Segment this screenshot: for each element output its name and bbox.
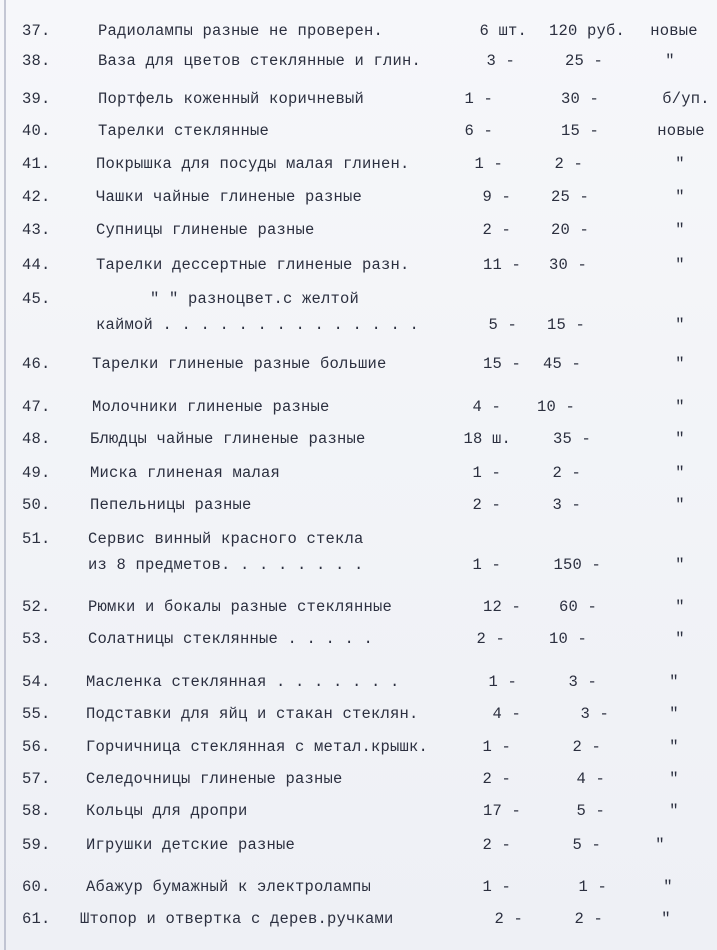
item-condition: " xyxy=(675,464,685,482)
item-number: 50. xyxy=(22,496,51,514)
item-condition: " xyxy=(661,910,671,928)
item-condition: " xyxy=(675,598,685,616)
item-price: 10 - xyxy=(548,630,587,648)
item-description: Чашки чайные глиненые разные xyxy=(96,188,363,206)
item-condition: новые xyxy=(650,22,698,40)
inventory-row xyxy=(0,464,717,488)
item-condition: " xyxy=(669,802,679,820)
item-condition: " xyxy=(675,430,685,448)
item-description: Подставки для яйц и стакан стеклян. xyxy=(86,705,419,723)
item-price: 15 - xyxy=(546,316,585,334)
item-quantity: 6 шт. xyxy=(479,22,527,40)
item-description: Игрушки детские разные xyxy=(86,836,296,854)
inventory-row xyxy=(0,802,717,826)
item-quantity: 1 - xyxy=(472,464,501,482)
item-price: 20 - xyxy=(550,221,589,239)
item-quantity: 1 - xyxy=(474,155,503,173)
inventory-row xyxy=(0,910,717,934)
item-condition: " xyxy=(669,673,679,691)
item-description: Миска глиненая малая xyxy=(90,464,281,482)
item-quantity: 2 - xyxy=(494,910,523,928)
item-price: 30 - xyxy=(560,90,599,108)
item-description: Горчичница стеклянная с метал.крышк. xyxy=(86,738,429,756)
item-number: 58. xyxy=(22,802,51,820)
inventory-row xyxy=(0,738,717,762)
item-quantity: 17 - xyxy=(482,802,521,820)
item-quantity: 12 - xyxy=(482,598,521,616)
item-description: Блюдцы чайные глиненые разные xyxy=(90,430,366,448)
item-number: 57. xyxy=(22,770,51,788)
item-price: 25 - xyxy=(550,188,589,206)
item-number: 46. xyxy=(22,355,51,373)
item-condition: новые xyxy=(657,122,705,140)
item-price: 3 - xyxy=(552,496,581,514)
item-quantity: 9 - xyxy=(482,188,511,206)
item-description: Радиолампы разные не проверен. xyxy=(98,22,384,40)
item-quantity: 15 - xyxy=(482,355,521,373)
item-price: 2 - xyxy=(552,464,581,482)
inventory-row-continuation xyxy=(0,316,717,340)
item-description: Селедочницы глиненые разные xyxy=(86,770,343,788)
item-description: Солатницы стеклянные . . . . . xyxy=(88,630,374,648)
item-quantity: 11 - xyxy=(482,256,521,274)
item-price: 10 - xyxy=(536,398,575,416)
item-description: Портфель коженный коричневый xyxy=(98,90,365,108)
item-number: 41. xyxy=(22,155,51,173)
item-description: Сервис винный красного стекла xyxy=(88,530,364,548)
item-condition: " xyxy=(675,155,685,173)
item-price: 25 - xyxy=(564,52,603,70)
item-condition: " xyxy=(663,878,673,896)
item-description: Тарелки дессертные глиненые разн. xyxy=(96,256,410,274)
inventory-row xyxy=(0,22,717,46)
item-quantity: 1 - xyxy=(482,878,511,896)
item-number: 44. xyxy=(22,256,51,274)
item-price: 5 - xyxy=(576,802,605,820)
item-description: Тарелки стеклянные xyxy=(98,122,270,140)
item-quantity: 3 - xyxy=(486,52,515,70)
inventory-row xyxy=(0,188,717,212)
item-price: 15 - xyxy=(560,122,599,140)
item-quantity: 1 - xyxy=(482,738,511,756)
item-description: Покрышка для посуды малая глинен. xyxy=(96,155,410,173)
item-quantity: 2 - xyxy=(472,496,501,514)
item-number: 60. xyxy=(22,878,51,896)
inventory-row xyxy=(0,496,717,520)
item-condition: " xyxy=(655,836,665,854)
item-number: 45. xyxy=(22,290,51,308)
inventory-row xyxy=(0,155,717,179)
item-price: 3 - xyxy=(580,705,609,723)
item-quantity: 2 - xyxy=(482,836,511,854)
item-number: 42. xyxy=(22,188,51,206)
item-description: Тарелки глиненые разные большие xyxy=(92,355,387,373)
item-condition: " xyxy=(669,770,679,788)
item-number: 54. xyxy=(22,673,51,691)
item-quantity: 2 - xyxy=(482,770,511,788)
item-condition: " xyxy=(665,52,675,70)
inventory-row xyxy=(0,221,717,245)
item-description: Масленка стеклянная . . . . . . . xyxy=(86,673,400,691)
item-description: Кольцы для дропри xyxy=(86,802,248,820)
item-number: 43. xyxy=(22,221,51,239)
inventory-row xyxy=(0,398,717,422)
inventory-row xyxy=(0,122,717,146)
inventory-row xyxy=(0,530,717,554)
item-condition: " xyxy=(675,398,685,416)
item-condition: " xyxy=(675,355,685,373)
item-number: 53. xyxy=(22,630,51,648)
item-price: 5 - xyxy=(572,836,601,854)
item-description: Рюмки и бокалы разные стеклянные xyxy=(88,598,393,616)
item-quantity: 5 - xyxy=(488,316,517,334)
item-quantity: 6 - xyxy=(464,122,493,140)
inventory-row xyxy=(0,598,717,622)
item-number: 37. xyxy=(22,22,51,40)
item-condition: " xyxy=(675,496,685,514)
item-quantity: 2 - xyxy=(482,221,511,239)
item-description: Штопор и отвертка с дерев.ручками xyxy=(80,910,394,928)
item-number: 48. xyxy=(22,430,51,448)
item-price: 35 - xyxy=(552,430,591,448)
item-condition: " xyxy=(669,705,679,723)
item-description: Супницы глиненые разные xyxy=(96,221,315,239)
item-condition: " xyxy=(669,738,679,756)
inventory-row xyxy=(0,290,717,314)
item-price: 2 - xyxy=(554,155,583,173)
item-description: Ваза для цветов стеклянные и глин. xyxy=(98,52,422,70)
item-description: Пепельницы разные xyxy=(90,496,252,514)
inventory-row xyxy=(0,673,717,697)
item-condition: " xyxy=(675,188,685,206)
item-number: 38. xyxy=(22,52,51,70)
inventory-row-continuation xyxy=(0,556,717,580)
item-number: 52. xyxy=(22,598,51,616)
item-condition: " xyxy=(675,221,685,239)
inventory-row xyxy=(0,430,717,454)
item-quantity: 1 - xyxy=(464,90,493,108)
item-number: 49. xyxy=(22,464,51,482)
inventory-row xyxy=(0,705,717,729)
item-description: " " разноцвет.с желтой xyxy=(150,290,360,308)
item-number: 40. xyxy=(22,122,51,140)
item-quantity: 4 - xyxy=(492,705,521,723)
item-number: 55. xyxy=(22,705,51,723)
inventory-row xyxy=(0,355,717,379)
item-number: 47. xyxy=(22,398,51,416)
item-condition: б/уп. xyxy=(662,90,710,108)
item-price: 1 - xyxy=(578,878,607,896)
item-price: 30 - xyxy=(548,256,587,274)
inventory-row xyxy=(0,878,717,902)
item-price: 3 - xyxy=(568,673,597,691)
item-quantity: 1 - xyxy=(472,556,501,574)
inventory-row xyxy=(0,630,717,654)
item-price: 120 руб. xyxy=(548,22,625,40)
item-description: Молочники глиненые разные xyxy=(92,398,330,416)
item-price: 150 - xyxy=(553,556,601,574)
item-number: 51. xyxy=(22,530,51,548)
inventory-row xyxy=(0,90,717,114)
inventory-row xyxy=(0,52,717,76)
item-description-continuation: каймой . . . . . . . . . . . . . . xyxy=(96,316,420,334)
item-price: 45 - xyxy=(542,355,581,373)
inventory-row xyxy=(0,770,717,794)
item-quantity: 18 ш. xyxy=(463,430,511,448)
item-quantity: 2 - xyxy=(476,630,505,648)
inventory-row xyxy=(0,836,717,860)
item-price: 60 - xyxy=(558,598,597,616)
item-condition: " xyxy=(675,556,685,574)
item-price: 4 - xyxy=(576,770,605,788)
item-condition: " xyxy=(675,630,685,648)
item-number: 56. xyxy=(22,738,51,756)
item-price: 2 - xyxy=(574,910,603,928)
item-description-continuation: из 8 предметов. . . . . . . . xyxy=(88,556,364,574)
item-condition: " xyxy=(675,316,685,334)
item-description: Абажур бумажный к электролампы xyxy=(86,878,372,896)
item-number: 59. xyxy=(22,836,51,854)
inventory-row xyxy=(0,256,717,280)
item-condition: " xyxy=(675,256,685,274)
item-number: 61. xyxy=(22,910,51,928)
item-number: 39. xyxy=(22,90,51,108)
item-quantity: 1 - xyxy=(488,673,517,691)
item-quantity: 4 - xyxy=(472,398,501,416)
item-price: 2 - xyxy=(572,738,601,756)
